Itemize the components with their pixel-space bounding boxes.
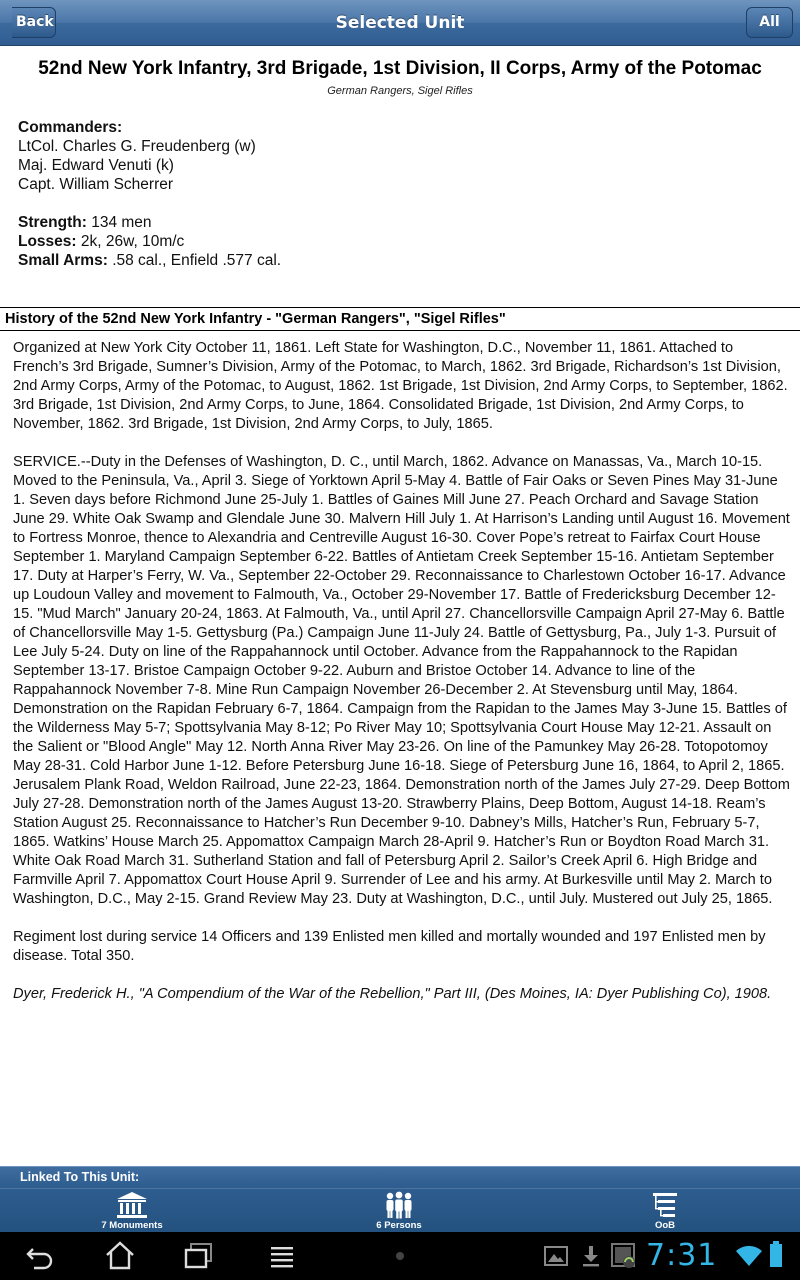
home-nav-icon[interactable]: [104, 1240, 136, 1272]
oob-tab[interactable]: [605, 1189, 725, 1233]
small-arms-label: Small Arms:: [18, 252, 108, 269]
persons-label: 6 Persons: [376, 1220, 422, 1231]
monument-icon: [116, 1191, 148, 1219]
strength-label: Strength:: [18, 214, 87, 231]
unit-title: 52nd New York Infantry, 3rd Brigade, 1st Division, II Corps, Army of the Potomac: [38, 58, 762, 79]
divider: [0, 330, 800, 331]
oob-label: OoB: [654, 1220, 676, 1231]
linked-label: Linked To This Unit:: [20, 1170, 140, 1184]
persons-tab[interactable]: [339, 1189, 459, 1233]
commanders-label: Commanders:: [18, 119, 123, 136]
history-title: History of the 52nd New York Infantry - "German Rangers", "Sigel Rifles": [5, 311, 506, 327]
monuments-tab[interactable]: [72, 1189, 192, 1233]
small-arms-row: [18, 251, 618, 270]
commander-item: Capt. William Scherrer: [18, 176, 174, 193]
commander-item: Maj. Edward Venuti (k): [18, 157, 174, 174]
image-notification-icon: [544, 1244, 568, 1268]
recent-apps-icon[interactable]: [182, 1240, 216, 1272]
navigation-bar: [0, 0, 800, 46]
history-losses: Regiment lost during service 14 Officers and 139 Enlisted men killed and mortally wounded and 197 Enlisted men by disease. Total 350.: [13, 929, 766, 964]
history-organization: Organized at New York City October 11, 1861. Left State for Washington, D.C., November 11, 1861. Attached to French’s 3rd Brigade, Sumner’s Division, Army of the Potomac, to March, 1862. 3rd Brigade, Richardson’s 1st Division, 2nd Army Corps, Army of the Potomac, to August, 1862. 1st Brigade, 1st Division, 2nd Army Corps, to September, 1862. 3rd Brigade, 1st Division, 2nd Army Corps, to June, 1864. Consolidated Brigade, 1st Division, 2nd Army Corps, to November, 1862. 3rd Brigade, 1st Division, 2nd Army Corps, to July, 1865.: [13, 340, 788, 432]
menu-icon[interactable]: [268, 1240, 296, 1272]
history-citation: Dyer, Frederick H., "A Compendium of the War of the Rebellion," Part III, (Des Moines, IA: Dyer Publishing Co), 1908.: [13, 986, 772, 1002]
unit-details: [18, 118, 618, 270]
clock: 7:31: [646, 1238, 718, 1273]
small-arms-value: .58 cal., Enfield .577 cal.: [112, 252, 282, 269]
dot-indicator-icon: [394, 1250, 406, 1262]
battery-icon: [768, 1240, 784, 1268]
wifi-icon: [735, 1242, 763, 1268]
download-icon: [580, 1244, 602, 1268]
back-nav-icon[interactable]: [24, 1240, 56, 1272]
linked-bar: [0, 1166, 800, 1232]
losses-value: 2k, 26w, 10m/c: [80, 233, 185, 250]
unit-subtitle: German Rangers, Sigel Rifles: [327, 85, 473, 97]
monuments-label: 7 Monuments: [101, 1220, 163, 1231]
oob-tree-icon: [652, 1191, 678, 1219]
divider: [0, 307, 800, 308]
all-button[interactable]: All: [746, 7, 793, 38]
losses-label: Losses:: [18, 233, 77, 250]
page-title: Selected Unit: [335, 13, 465, 33]
system-bar: [0, 1232, 800, 1280]
history-text: [13, 339, 792, 1023]
sync-icon: [610, 1242, 638, 1270]
back-button[interactable]: [12, 7, 56, 38]
losses-row: [18, 232, 618, 251]
strength-value: 134 men: [91, 214, 152, 231]
commander-item: LtCol. Charles G. Freudenberg (w): [18, 138, 256, 155]
strength-row: [18, 213, 618, 232]
back-button-label: Back: [16, 14, 54, 30]
persons-icon: [384, 1191, 414, 1219]
history-service: SERVICE.--Duty in the Defenses of Washington, D. C., until March, 1862. Advance on Manassas, Va., March 10-15. Moved to the Peninsula, Va., April 3. Siege of Yorktown April 5-May 4. Battle of Fair Oaks or Seven Pines May 31-June 1. Seven days before Richmond June 25-July 1. Battles of Gaines Mill June 27. Peach Orchard and Savage Station June 29. White Oak Swamp and Glendale June 30. Malvern Hill July 1. At Harrison’s Landing until August 16. Movement to Fortress Monroe, thence to Alexandria and Centreville August 16-30. Cover Pope’s retreat to Fairfax Court House September 1. Maryland Campaign September 6-22. Battles of Antietam Creek September 15-16. Antietam September 17. Duty at Harper’s Ferry, W. Va., September 22-October 29. Reconnaissance to Charlestown October 16-17. Advance up Loudoun Valley and movement to Falmouth, Va., October 29-November 17. Battle of Fredericksburg December 12-15. "Mud March" January 20-24, 1863. At Falmouth, Va., until April 27. Chancellorsville Campaign April 27-May 6. Battle of Chancellorsville May 1-5. Gettysburg (Pa.) Campaign June 11-July 24. Battle of Gettysburg, Pa., July 1-3. Pursuit of Lee July 5-24. Duty on line of the Rappahannock until October. Advance from the Rappahannock to the Rapidan September 13-17. Bristoe Campaign October 9-22. Auburn and Bristoe October 14. Advance to line of the Rappahannock November 7-8. Mine Run Campaign November 26-December 2. At Stevensburg until May, 1864. Demonstration on the Rapidan February 6-7, 1864. Campaign from the Rapidan to the James May 3-June 15. Battles of the Wilderness May 5-7; Spottsylvania May 8-12; Po River May 10; Spottsylvania Court House May 12-21. Assault on the Salient or "Blood Angle" May 12. North Anna River May 23-26. On line of the Pamunkey May 26-28. Totopotomoy May 28-31. Cold Harbor June 1-12. Before Petersburg June 16-18. Siege of Petersburg June 16, 1864, to April 2, 1865. Jerusalem Plank Road, Weldon Railroad, June 22-23, 1864. Demonstration north of the James July 27-29. Deep Bottom July 27-28. Demonstration north of the James August 13-20. Strawberry Plains, Deep Bottom, August 14-18. Ream’s Station August 25. Reconnaissance to Hatcher’s Run December 9-10. Dabney’s Mills, Hatcher’s Run, February 5-7, 1865. Watkins’ House March 25. Appomattox Campaign March 28-April 9. Hatcher’s Run or Boydton Road March 31. White Oak Road March 31. Sutherland Station and fall of Petersburg April 2. Sailor’s Creek April 6. High Bridge and Farmville April 7. Appomattox Court House April 9. Surrender of Lee and his army. At Burkesville until May 2. March to Washington, D.C., May 2-15. Grand Review May 23. Duty at Washington, D.C., until July. Mustered out July 25, 1865.: [13, 454, 790, 907]
